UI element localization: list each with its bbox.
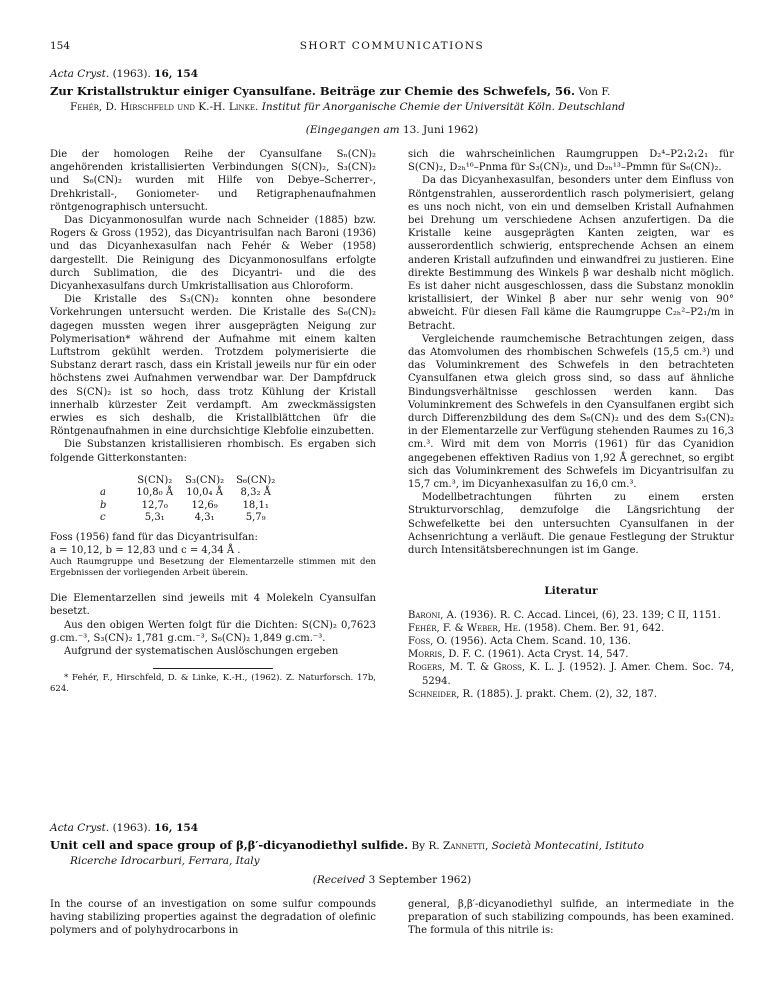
paragraph: Das Dicyanmonosulfan wurde nach Schneider (1885) bzw. Rogers & Gross (1952), das Dicyantrisulfan nach Baroni (1936) und das Dicyanhexasulfan nach Fehér & Weber (1958) dargestellt. Die Reinigung des Dicyanmonosulfans erfolgte durch Sublimation, die des Dicyantri- und die des Dicyanhexasulfans durch Umkristallisation aus Chloroform. [50,215,376,293]
article2-left-column [50,898,376,938]
table-header: S₃(CN)₂ [185,474,225,486]
lattice-constants-table [100,475,287,525]
table-header: S(CN)₂ [137,474,173,486]
table-row: b 12,7₀ 12,6₉ 18,1₁ [100,499,269,511]
article2-right-column [408,898,734,938]
reference-item: Baroni, A. (1936). R. C. Accad. Lincei, (6), 23. 139; C II, 1151. [408,609,721,621]
article1-institution: Institut für Anorganische Chemie der Universität Köln. Deutschland [261,101,626,113]
paragraph: general, β,β′-dicyanodiethyl sulfide, an intermediate in the preparation of such stabilizing compounds, has been examined. The formula of this nitrile is: [408,899,734,937]
paragraph: Die der homologen Reihe der Cyansulfane Sₙ(CN)₂ angehörenden kristallisierten Verbindungen S(CN)₂, S₃(CN)₂ und S₆(CN)₂ wurden mit Hilfe von Debye–Scherrer-, Drehkristall-, Goniometer- und Retigraphenaufnahmen röntgenographisch untersucht. [50,149,376,213]
article1-authors: Fehér, D. Hirschfeld und K.-H. Linke. [70,101,259,113]
paragraph: Die Substanzen kristallisieren rhombisch. Es ergaben sich folgende Gitterkonstanten: [50,439,376,464]
reference-list [408,609,734,701]
paragraph: Die Kristalle des S₃(CN)₂ konnten ohne besondere Vorkehrungen untersucht werden. Die Kristalle des S₆(CN)₂ dagegen mussten wegen ihrer ausgeprägten Neigung zur Polymerisation* während der Aufnahme mit einem kalten Luftstrom gekühlt werden. Trotzdem polymerisierte die Substanz derart rasch, dass ein Kristall jeweils nur für ein oder höchstens zwei Aufnahmen verwendbar war. Der Dampfdruck des S(CN)₂ ist so hoch, dass trotz Kühlung der Kristall innerhalb kürzester Zeit verdampft. Am zweckmässigsten erwies es sich deshalb, die Kristallblättchen üfr die Röntgenaufnahmen in eine durchsichtige Klebfolie einzubetten. [50,294,376,438]
foss-note: Foss (1956) fand für das Dicyantrisulfan: [50,531,258,543]
paragraph: Die Elementarzellen sind jeweils mit 4 Molekeln Cyansulfan besetzt. [50,593,376,618]
running-head [50,40,734,54]
reference-item: Schneider, R. (1885). J. prakt. Chem. (2), 32, 187. [408,688,658,700]
table-header: S₆(CN)₂ [236,474,276,486]
article1-right-column [408,148,734,701]
article2-received: (Received 3 September 1962) [312,874,472,886]
article1-title: Zur Kristallstruktur einiger Cyansulfane. Beiträge zur Chemie des Schwefels, 56. [50,84,575,98]
table-row: a 10,8₀ Å 10,0₄ Å 8,3₂ Å [100,487,271,499]
table-row: c 5,3₁ 4,3₁ 5,7₉ [100,512,266,524]
article2-institution: Ricerche Idrocarburi, Ferrara, Italy [70,855,260,867]
paragraph: Aufgrund der systematischen Auslöschungen ergeben [64,646,339,658]
article2-title: Unit cell and space group of β,β′-dicyanodiethyl sulfide. [50,838,409,852]
reference-item: Foss, O. (1956). Acta Chem. Scand. 10, 136. [408,635,631,647]
article1-by: Von F. [578,86,611,98]
paragraph: In the course of an investigation on some sulfur compounds having stabilizing properties against the degradation of olefinic polymers and of polyhydrocarbons in [50,899,376,937]
reference-item: Morris, D. F. C. (1961). Acta Cryst. 14, 547. [408,649,629,661]
reference-item: Rogers, M. T. & Gross, K. L. J. (1952). J. Amer. Chem. Soc. 74, 5294. [408,662,735,687]
article1-left-column [50,148,376,695]
small-print-note: Auch Raumgruppe und Besetzung der Elementarzelle stimmen mit den Ergebnissen der vorliegenden Arbeit überein. [50,557,376,578]
literature-heading: Literatur [544,585,598,598]
article1-title-block [50,84,734,115]
reference-item: Fehér, F. & Weber, He. (1958). Chem. Ber. 91, 642. [408,622,665,634]
article1-received: (Eingegangen am 13. Juni 1962) [305,124,479,136]
paragraph: sich die wahrscheinlichen Raumgruppen D₂⁴–P2₁2₁2₁ für S(CN)₂, D₂ₕ¹⁶–Pnma für S₃(CN)₂, und D₂ₕ¹³–Pmmn für S₆(CN)₂. [408,149,734,174]
table-header-row [100,475,287,488]
article2-citation: Acta Cryst. (1963). 16, 154 [50,822,199,834]
paragraph: Aus den obigen Werten folgt für die Dichten: S(CN)₂ 0,7623 g.cm.⁻³, S₃(CN)₂ 1,781 g.cm.⁻³, S₆(CN)₂ 1,849 g.cm.⁻³. [50,619,376,644]
footnote-rule [153,668,273,669]
footnote: * Fehér, F., Hirschfeld, D. & Linke, K.-H., (1962). Z. Naturforsch. 17b, 624. [50,673,376,695]
foss-values: a = 10,12, b = 12,83 und c = 4,34 Å . [50,545,241,557]
running-title: SHORT COMMUNICATIONS [299,40,485,52]
article2-author: R. Zannetti, [428,840,489,852]
article1-citation: Acta Cryst. (1963). 16, 154 [50,68,199,80]
paragraph: Vergleichende raumchemische Betrachtungen zeigen, dass das Atomvolumen des rhombischen Schwefels (15,5 cm.³) und das Voluminkrement des Schwefels in den betrachteten Cyansulfanen etwa gleich gross sind, so dass auf ähnliche Bindungsverhältnisse geschlossen werden kann. Das Voluminkrement des Schwefels in den Cyansulfanen ergibt sich durch Differenzbildung des dem S₆(CN)₂ und des dem S₃(CN)₂ in der Elementarzelle zur Verfügung stehenden Raumes zu 16,3 cm.³. Wird mit dem von Morris (1961) für das Cyanidion angegebenen effektiven Radius von 1,92 Å gerechnet, so ergibt sich das Voluminkrement des Schwefels im Dicyantrisulfan zu 15,7 cm.³, im Dicyanhexasulfan zu 16,0 cm.³. [408,333,734,491]
paragraph: Modellbetrachtungen führten zu einem ersten Strukturvorschlag, demzufolge die Längsrichtung der Schwefelkette bei den untersuchten Cyansulfanen in der Achsenrichtung a verläuft. Die genaue Festlegung der Struktur durch Intensitätsberechnungen ist im Gange. [408,492,734,557]
page-number: 154 [50,40,71,52]
paragraph: Da das Dicyanhexasulfan, besonders unter dem Einfluss von Röntgenstrahlen, ausserordentlich rasch polymerisiert, gelang es uns noch nicht, von ein und demselben Kristall Aufnahmen bei Drehung um verschiedene Achsen anzufertigen. Da die Kristalle keine ausgeprägten Kanten zeigten, war es ausserordentlich schwierig, entsprechende Achsen an einem anderen Kristall aufzufinden und einwandfrei zu justieren. Eine direkte Bestimmung des Winkels β war deshalb nicht möglich. Es ist daher nicht ausgeschlossen, dass die Substanz monoklin kristallisiert, der Winkel β aber nur sehr wenig von 90° abweicht. Für diesen Fall käme die Raumgruppe C₂ₕ²–P2₁/m in Betracht. [408,175,734,332]
article2-title-block: Unit cell and space group of β,β′-dicyanodiethyl sulfide. By R. Zannetti, Società Montecatini, Istituto Ricerche Idrocarburi, Ferrara, Italy [50,838,644,867]
